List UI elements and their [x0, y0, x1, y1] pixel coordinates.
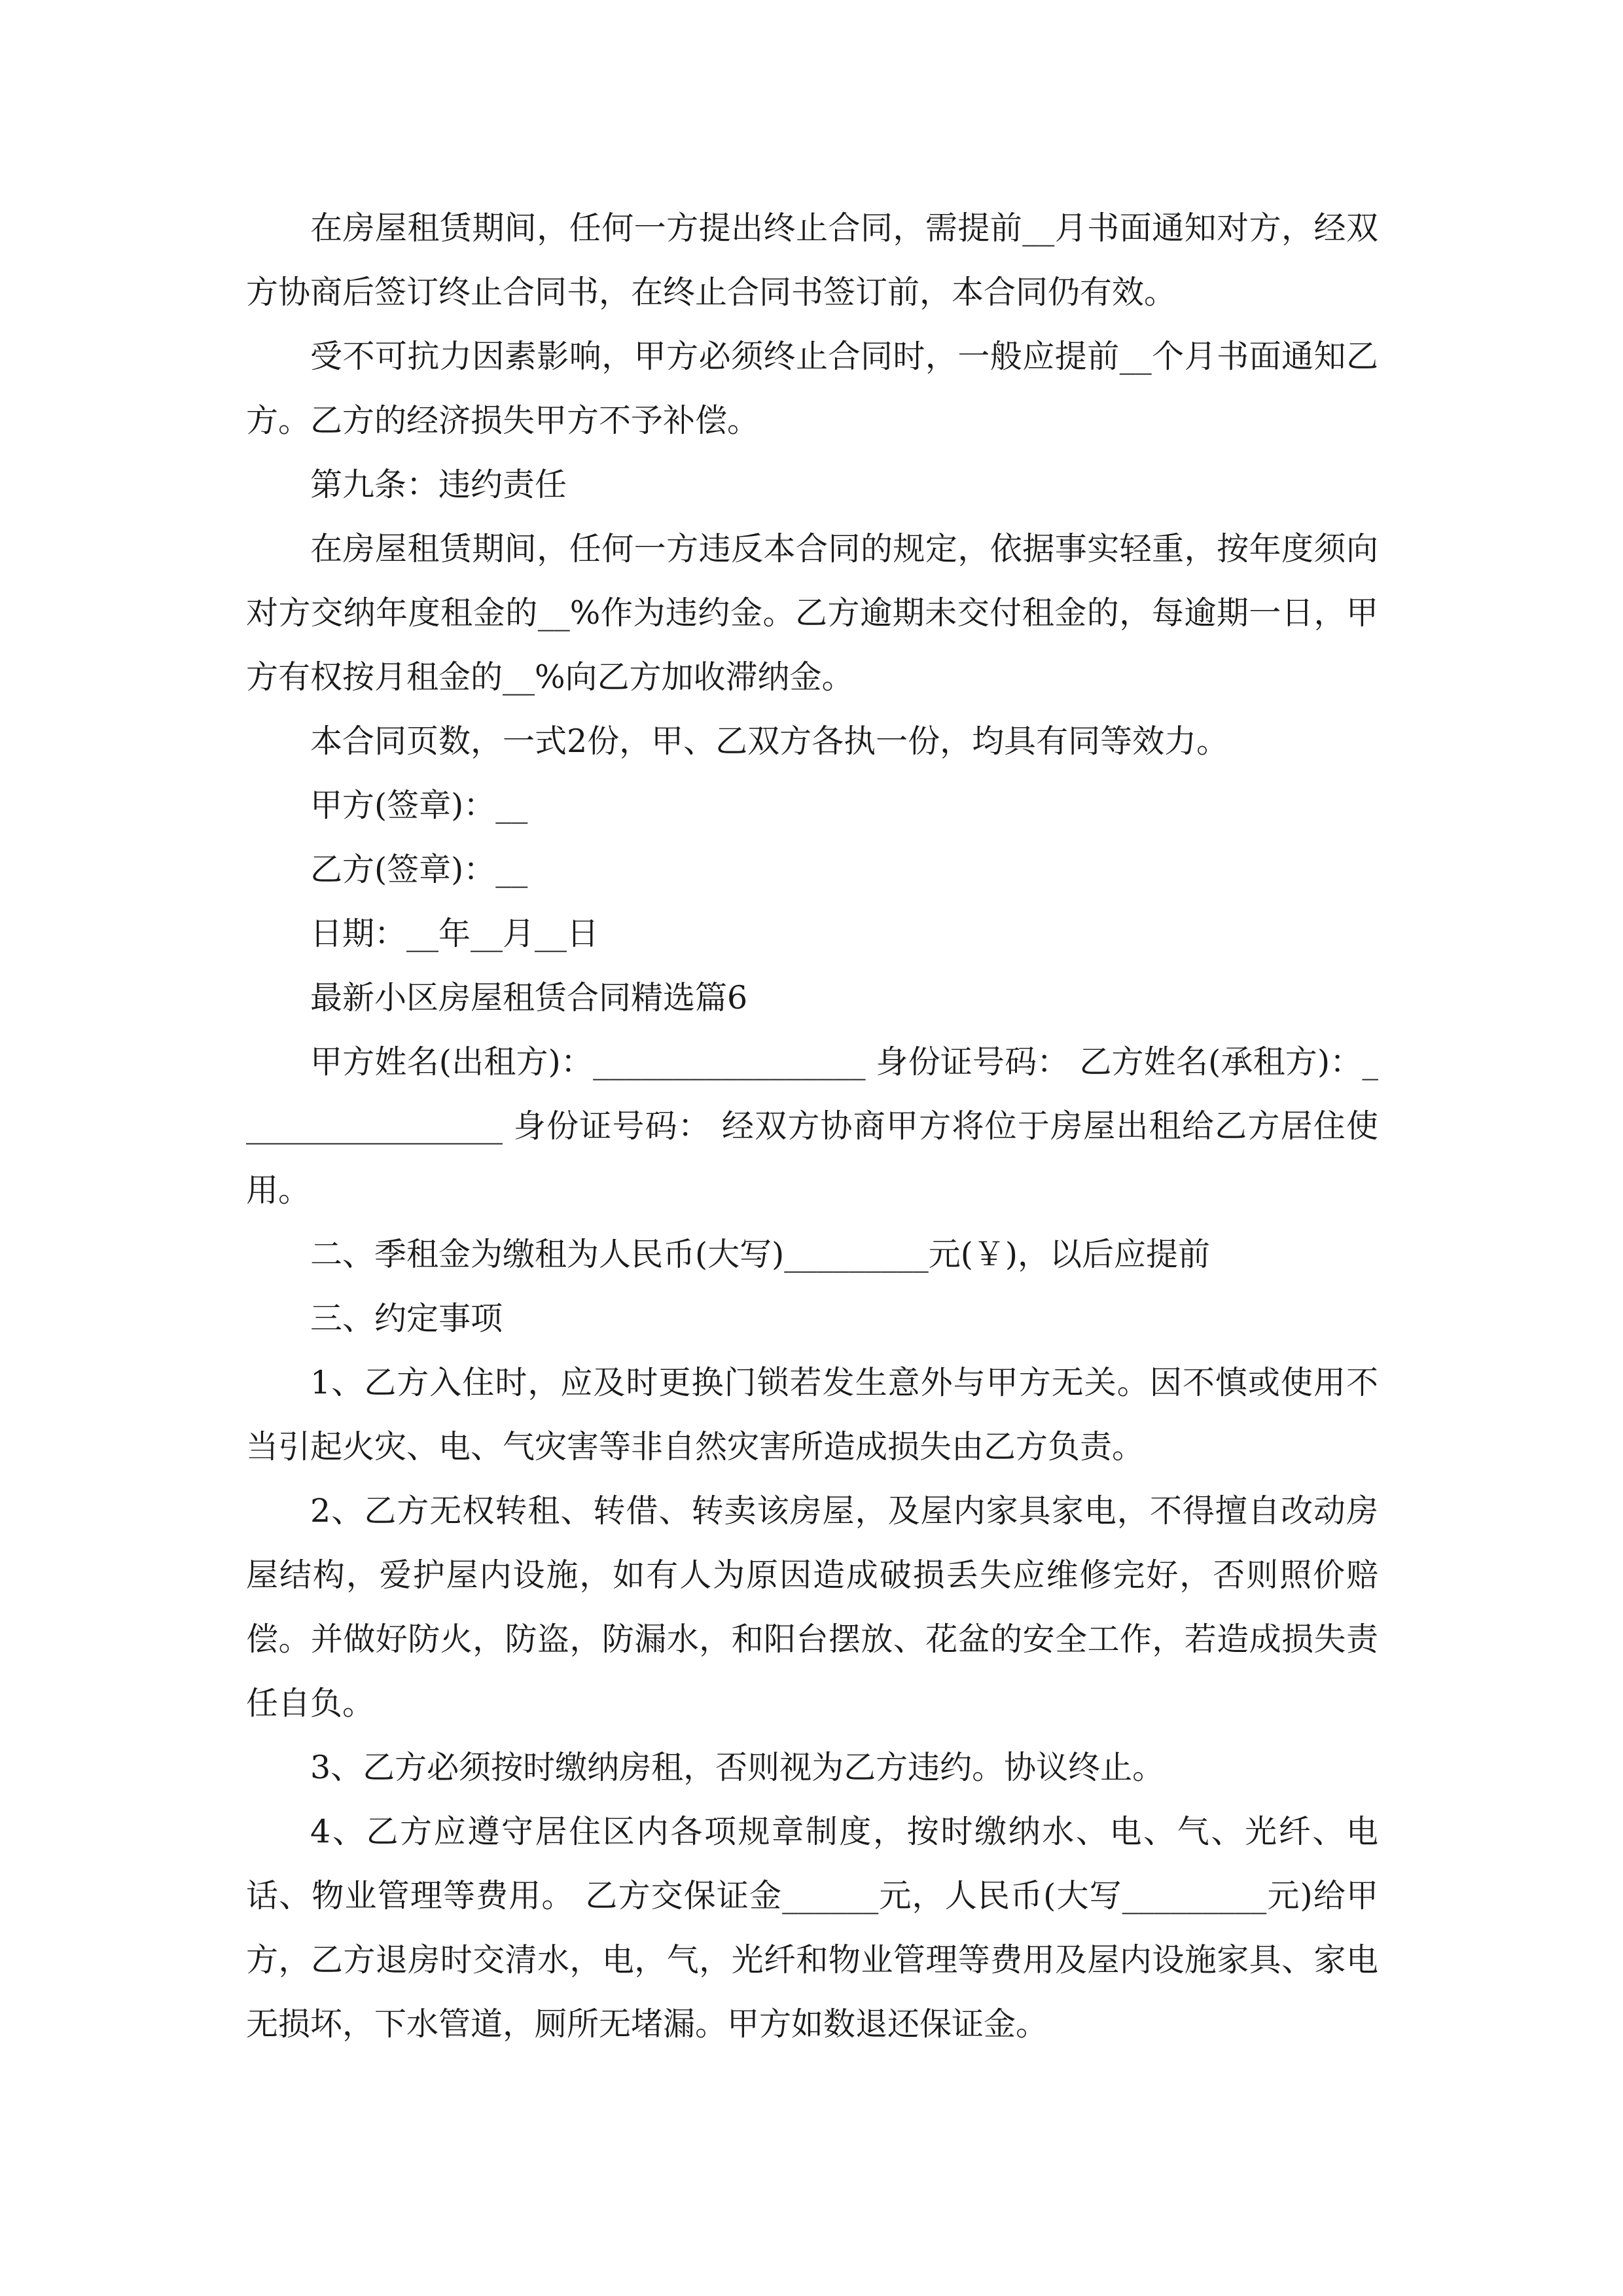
term-item-2: 2、乙方无权转租、转借、转卖该房屋，及屋内家具家电，不得擅自改动房屋结构，爱护屋内设施，如有人为原因造成破损丢失应维修完好，否则照价赔偿。并做好防火，防盗，防漏水，和阳台摆放、花盆的安全工作，若造成损失责任自负。	[246, 1492, 1378, 1722]
paragraph-parties: 甲方姓名(出租方)：_________________ 身份证号码： 乙方姓名(承租方)：_________________ 身份证号码： 经双方协商甲方将位于房屋出租给乙方居住使用。	[246, 1043, 1378, 1209]
paragraph-termination-notice: 在房屋租赁期间，任何一方提出终止合同，需提前__月书面通知对方，经双方协商后签订终止合同书，在终止合同书签订前，本合同仍有效。	[246, 209, 1378, 311]
document-body	[246, 196, 1378, 2056]
section-heading-breach: 第九条：违约责任	[310, 466, 567, 503]
term-item-3: 3、乙方必须按时缴纳房租，否则视为乙方违约。协议终止。	[310, 1749, 1165, 1786]
term-item-4: 4、乙方应遵守居住区内各项规章制度，按时缴纳水、电、气、光纤、电话、物业管理等费用。 乙方交保证金______元，人民币(大写_________元)给甲方，乙方退房时交清水，电，气，光纤和物业管理等费用及屋内设施家具、家电无损坏，下水管道，厕所无堵漏。甲方如数退还保证金。	[246, 1813, 1378, 2043]
term-item-1: 1、乙方入住时，应及时更换门锁若发生意外与甲方无关。因不慎或使用不当引起火灾、电、气灾害等非自然灾害所造成损失由乙方负责。	[246, 1364, 1378, 1465]
signature-party-a: 甲方(签章)：__	[310, 787, 528, 824]
paragraph-force-majeure: 受不可抗力因素影响，甲方必须终止合同时，一般应提前__个月书面通知乙方。乙方的经济损失甲方不予补偿。	[246, 338, 1378, 439]
signature-party-b: 乙方(签章)：__	[310, 851, 528, 888]
paragraph-breach-liability: 在房屋租赁期间，任何一方违反本合同的规定，依据事实轻重，按年度须向对方交纳年度租金的__%作为违约金。乙方逾期未交付租金的，每逾期一日，甲方有权按月租金的__%向乙方加收滞纳金。	[246, 530, 1378, 696]
signature-date: 日期：__年__月__日	[310, 915, 599, 952]
paragraph-rent: 二、季租金为缴租为人民币(大写)_________元(￥)，以后应提前	[310, 1236, 1210, 1273]
paragraph-copies: 本合同页数，一式2份，甲、乙双方各执一份，均具有同等效力。	[310, 723, 1229, 760]
section-heading-terms: 三、约定事项	[310, 1300, 503, 1337]
contract-title: 最新小区房屋租赁合同精选篇6	[310, 979, 748, 1016]
